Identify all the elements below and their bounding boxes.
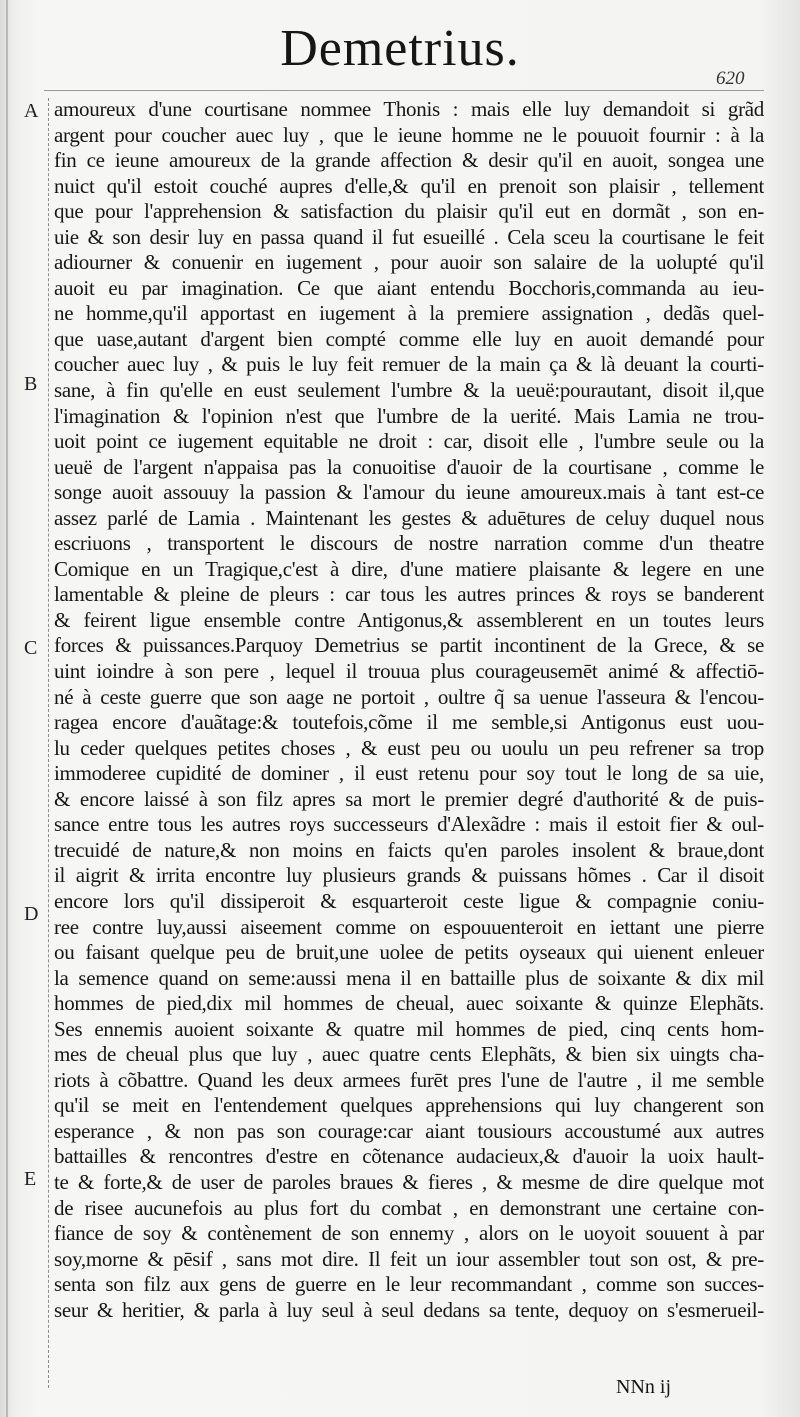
margin-letter-e: E [24,1168,37,1190]
text-line: forces & puissances.Parquoy Demetrius se partit incontinent de la Grece, & se [54,633,764,658]
text-line: argent pour coucher auec luy , que le ieune homme ne le pouuoit fournir : à la [54,122,764,147]
margin-letter-a: A [24,100,39,122]
text-line: te & forte,& de user de paroles braues & fieres , & mesme de dire quelque mot [54,1169,764,1194]
text-line: & encore laissé à son filz apres sa mort le premier degré d'authorité & de puis- [54,786,764,811]
text-line: hommes de pied,dix mil hommes de cheual, auec soixante & quinze Elephãts. [54,991,764,1016]
text-line: encore lors qu'il dissiperoit & esquarteroit ceste ligue & compagnie coniu- [54,888,764,913]
text-line: né à ceste guerre que son aage ne portoit , oultre q̃ sa uenue l'asseura & l'encou- [54,684,764,709]
text-line: fin ce ieune amoureux de la grande affection & desir qu'il en auoit, songea une [54,148,764,173]
text-line: ueuë de l'argent n'appaisa pas la conuoitise d'auoir de la courtisane , comme le [54,454,764,479]
text-line: ree contre luy,aussi aiseement comme on espouuenteroit en iettant une pierre [54,914,764,939]
page-edge-shadow [6,0,8,1417]
text-line: senta son filz aux gens de guerre en le leur recommandant , comme son succes- [54,1272,764,1297]
text-line: que pour l'apprehension & satisfaction du plaisir qu'il eut en dormãt , son en- [54,199,764,224]
text-line: l'imagination & l'opinion n'est que l'umbre de la uerité. Mais Lamia ne trou- [54,403,764,428]
text-line: seur & heritier, & parla à luy seul à seul dedans sa tente, dequoy on s'esmerueil- [54,1297,764,1322]
text-line: ou faisant quelque peu de bruit,une uolee de petits oyseaux qui uienent enleuer [54,940,764,965]
text-line: Ses ennemis auoient soixante & quatre mil hommes de pied, cinq cents hom- [54,1016,764,1041]
text-line: riots à cõbattre. Quand les deux armees furēt pres l'une de l'autre , il me semble [54,1067,764,1092]
text-line: uie & son desir luy en passa quand il fut esueillé . Cela sceu la courtisane le feit [54,224,764,249]
text-line: immoderee cupidité de dominer , il eust retenu pour soy tout le long de sa uie, [54,761,764,786]
text-line: battailles & rencontres d'estre en cõtenance audacieux,& d'auoir la uoix hault- [54,1144,764,1169]
text-line: la semence quand on seme:aussi mena il en battaille plus de soixante & dix mil [54,965,764,990]
text-line: & feirent ligue ensemble contre Antigonus,& assemblerent en un toutes leurs [54,607,764,632]
text-line: adiourner & conuenir en iugement , pour auoir son salaire de la uolupté qu'il [54,250,764,275]
text-line: uint ioindre à son pere , lequel il trouua plus courageusemēt animé & affectiō- [54,659,764,684]
text-line: soy,morne & pēsif , sans mot dire. Il feit un iour assembler tout son ost, & pre- [54,1246,764,1271]
text-line: mes de cheual plus que luy , auec quatre cents Elephãts, & bien six uingts cha- [54,1042,764,1067]
signature-mark: NNn ij [616,1376,671,1398]
text-line: nuict qu'il estoit couché aupres d'elle,& qu'il en prenoit son plaisir , tellement [54,173,764,198]
text-line: sane, à fin qu'elle en eust seulement l'umbre & la ueuë:pourautant, disoit il,que [54,378,764,403]
margin-letter-b: B [24,373,38,395]
text-line: que uase,autant d'argent bien compté comme elle luy en auoit demandé pour [54,326,764,351]
text-line: coucher auec luy , & puis le luy feit remuer de la main ça & là deuant la courti- [54,352,764,377]
text-line: ragea encore d'auãtage:& toutefois,cõme il me semble,si Antigonus eust uou- [54,710,764,735]
text-line: Comique en un Tragique,c'est à dire, d'une matiere plaisante & legere en une [54,556,764,581]
text-line: uoit point ce iugement equitable ne droit : car, disoit elle , l'umbre seule ou la [54,429,764,454]
body-text [54,97,764,1323]
text-line: trecuidé de nature,& non moins en faicts qu'en paroles insolent & braue,dont [54,837,764,862]
margin-letter-c: C [24,637,38,659]
text-line: de risee aucunefois au plus fort du combat , en demonstrant une certaine con- [54,1195,764,1220]
text-line: esperance , & non pas son courage:car aiant tousiours accoustumé aux autres [54,1118,764,1143]
text-line: ne homme,qu'il apportast en iugement à la premiere assignation , dedãs quel- [54,301,764,326]
text-line: sance entre tous les autres roys successeurs d'Alexãdre : mais il estoit fier & oul- [54,812,764,837]
text-line: auoit eu par imagination. Ce que aiant entendu Bocchoris,commanda au ieu- [54,275,764,300]
running-head: Demetrius. [280,20,520,77]
text-line: amoureux d'une courtisane nommee Thonis : mais elle luy demandoit si grãd [54,97,764,121]
folio-number: 620 [716,68,745,89]
text-line: il aigrit & irrita encontre luy plusieurs grands & puissans hõmes . Car il disoit [54,863,764,888]
text-line: fiance de soy & contènement de son ennemy , alors on le uoyoit souuent à par [54,1221,764,1246]
margin-rule [48,98,50,1388]
text-line: lamentable & pleine de pleurs : car tous les autres princes & roys se banderent [54,582,764,607]
text-line: assez parlé de Lamia . Maintenant les gestes & aduētures de celuy duquel nous [54,505,764,530]
text-line: lu ceder quelques petites choses , & eust peu ou uoulu un peu refrener sa trop [54,735,764,760]
text-line: songe auoit assouuy la passion & l'amour du ieune amoureux.mais à tant est-ce [54,480,764,505]
text-line: escriuons , transportent le discours de nostre narration comme d'un theatre [54,531,764,556]
text-line: qu'il se meit en l'entendement quelques apprehensions qui luy changerent son [54,1093,764,1118]
header-rule [44,90,764,91]
margin-letter-d: D [24,903,39,925]
